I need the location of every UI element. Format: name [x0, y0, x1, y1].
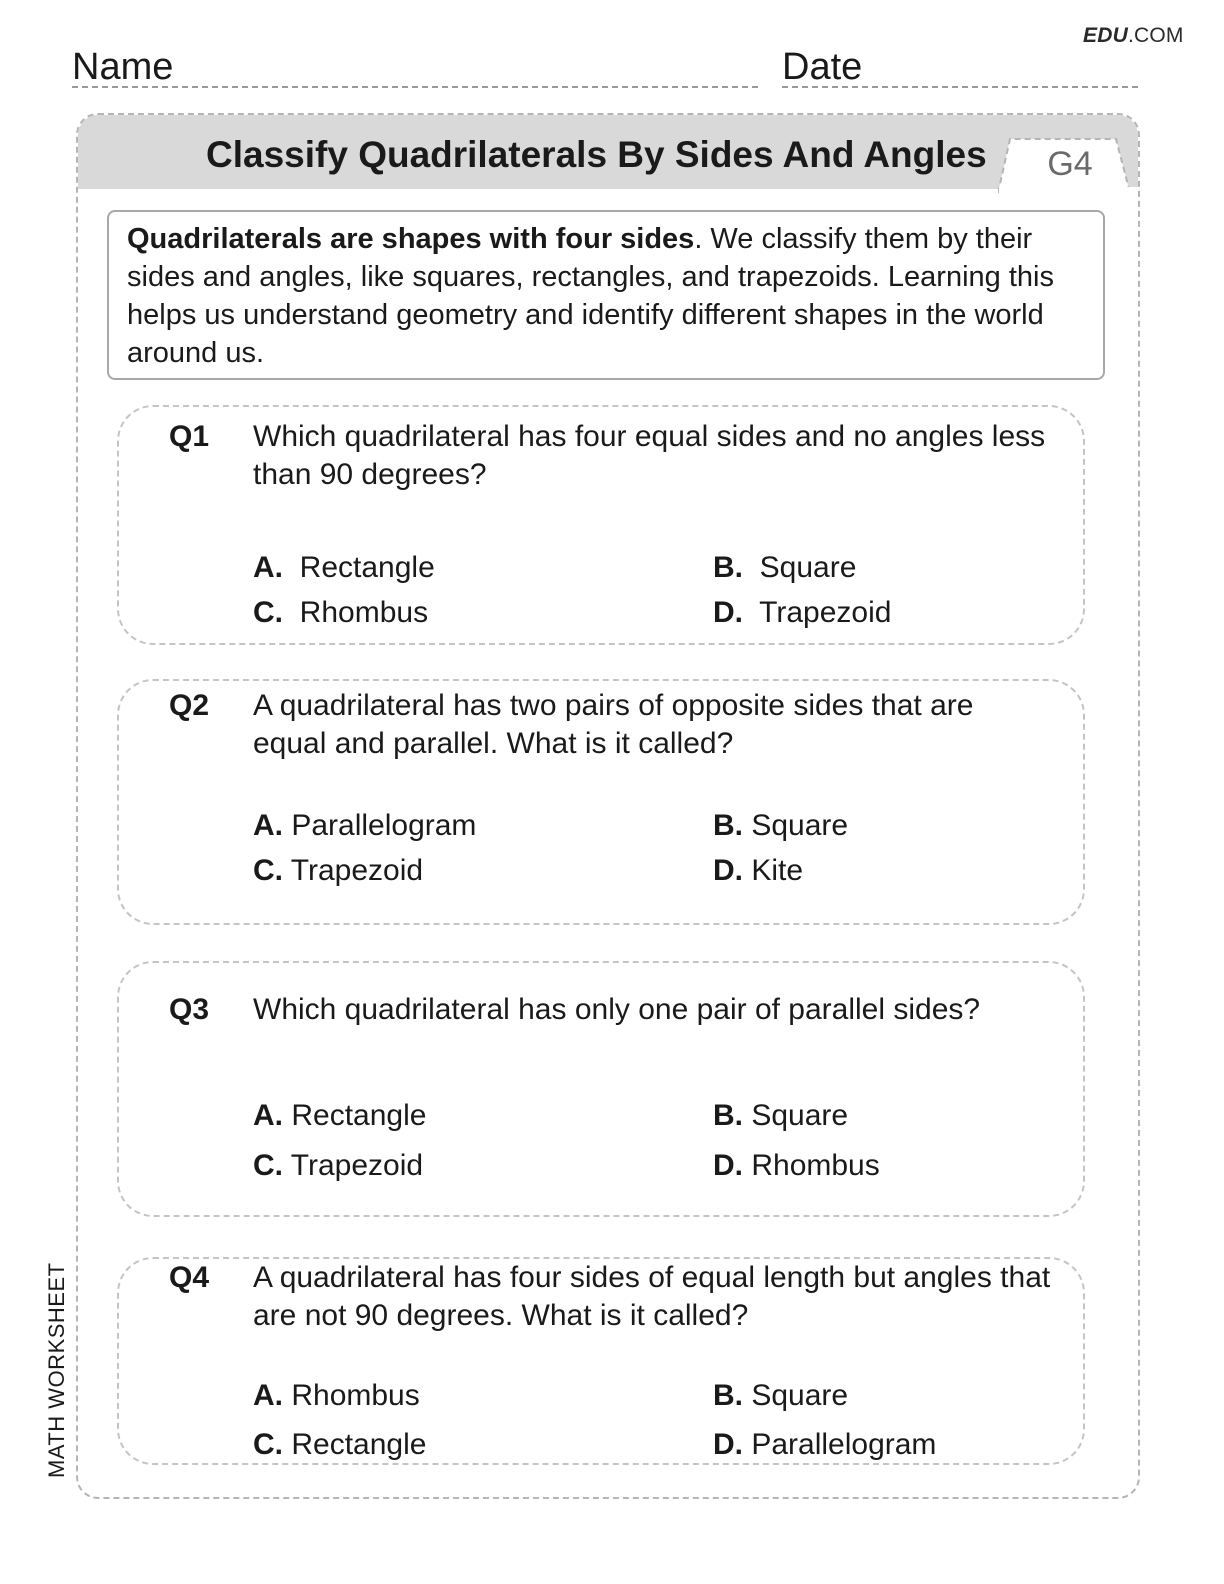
option-letter: A. — [253, 809, 283, 842]
option-text: Kite — [751, 854, 804, 887]
question-card-q3 — [117, 961, 1085, 1217]
question-text: Which quadrilateral has four equal sides and no angles less than 90 degrees? — [253, 420, 1046, 491]
option-text: Square — [751, 1099, 849, 1132]
question-text: A quadrilateral has two pairs of opposite sides that are equal and parallel. What is it called? — [253, 689, 974, 760]
option-text: Trapezoid — [290, 1149, 424, 1182]
option-letter: D. — [713, 854, 743, 887]
question-number: Q4 — [169, 1261, 210, 1294]
option-a[interactable] — [253, 1379, 420, 1413]
side-label: MATH WORKSHEET — [44, 1262, 69, 1478]
option-c[interactable] — [253, 1428, 426, 1462]
option-d[interactable] — [713, 596, 891, 630]
option-a[interactable] — [253, 551, 435, 585]
option-b[interactable] — [713, 809, 848, 843]
option-text: Rectangle — [291, 1099, 427, 1132]
option-letter: B. — [713, 809, 743, 842]
option-letter: C. — [253, 1149, 283, 1182]
brand-logo-suffix: .COM — [1127, 24, 1184, 47]
option-c[interactable] — [253, 854, 423, 888]
brand-logo — [1083, 24, 1184, 48]
title-bar — [78, 115, 1138, 189]
question-card-q2 — [117, 679, 1085, 925]
question-number: Q3 — [169, 993, 210, 1026]
option-b[interactable] — [713, 551, 856, 585]
option-letter: C. — [253, 596, 283, 629]
question-text: A quadrilateral has four sides of equal length but angles that are not 90 degrees. What is it called? — [253, 1261, 1051, 1332]
worksheet-title: Classify Quadrilaterals By Sides And Angles — [206, 134, 987, 175]
option-text: Parallelogram — [751, 1428, 937, 1461]
grade-label: G4 — [1047, 145, 1093, 183]
option-d[interactable] — [713, 1428, 936, 1462]
option-d[interactable] — [713, 1149, 880, 1183]
option-text: Rectangle — [291, 1428, 427, 1461]
intro-text: . We classify them by their sides and angles, like squares, rectangles, and trapezoids. Learning this helps us understand geometry and identify different shapes in the world around us. — [127, 223, 1054, 369]
question-card-q4 — [117, 1257, 1085, 1465]
option-b[interactable] — [713, 1379, 848, 1413]
date-line[interactable] — [782, 86, 1138, 88]
intro-bold-text: Quadrilaterals are shapes with four sides — [127, 223, 695, 255]
option-text: Parallelogram — [291, 809, 477, 842]
option-text: Rhombus — [751, 1149, 880, 1182]
option-letter: D. — [713, 596, 743, 629]
option-text: Trapezoid — [759, 596, 892, 629]
option-letter: D. — [713, 1149, 743, 1182]
question-card-q1 — [117, 405, 1085, 645]
name-date-row — [72, 46, 1138, 92]
grade-tab — [998, 137, 1130, 191]
option-letter: C. — [253, 1428, 283, 1461]
intro-box — [107, 210, 1105, 380]
option-text: Square — [759, 551, 857, 584]
option-text: Rectangle — [299, 551, 435, 584]
name-line[interactable] — [72, 86, 758, 88]
option-letter: A. — [253, 551, 283, 584]
option-letter: A. — [253, 1099, 283, 1132]
option-c[interactable] — [253, 1149, 423, 1183]
option-c[interactable] — [253, 596, 428, 630]
option-letter: C. — [253, 854, 283, 887]
option-letter: D. — [713, 1428, 743, 1461]
option-text: Trapezoid — [290, 854, 424, 887]
option-letter: B. — [713, 1379, 743, 1412]
option-text: Square — [751, 1379, 849, 1412]
option-letter: B. — [713, 1099, 743, 1132]
option-d[interactable] — [713, 854, 803, 888]
option-a[interactable] — [253, 1099, 426, 1133]
option-text: Rhombus — [291, 1379, 420, 1412]
question-number: Q1 — [169, 420, 210, 453]
brand-logo-bold: EDU — [1083, 24, 1128, 47]
option-b[interactable] — [713, 1099, 848, 1133]
question-number: Q2 — [169, 689, 210, 722]
date-label: Date — [782, 46, 863, 88]
name-label: Name — [72, 46, 174, 88]
option-text: Rhombus — [299, 596, 429, 629]
option-text: Square — [751, 809, 849, 842]
option-letter: A. — [253, 1379, 283, 1412]
option-letter: B. — [713, 551, 743, 584]
question-text: Which quadrilateral has only one pair of parallel sides? — [253, 993, 981, 1026]
option-a[interactable] — [253, 809, 476, 843]
